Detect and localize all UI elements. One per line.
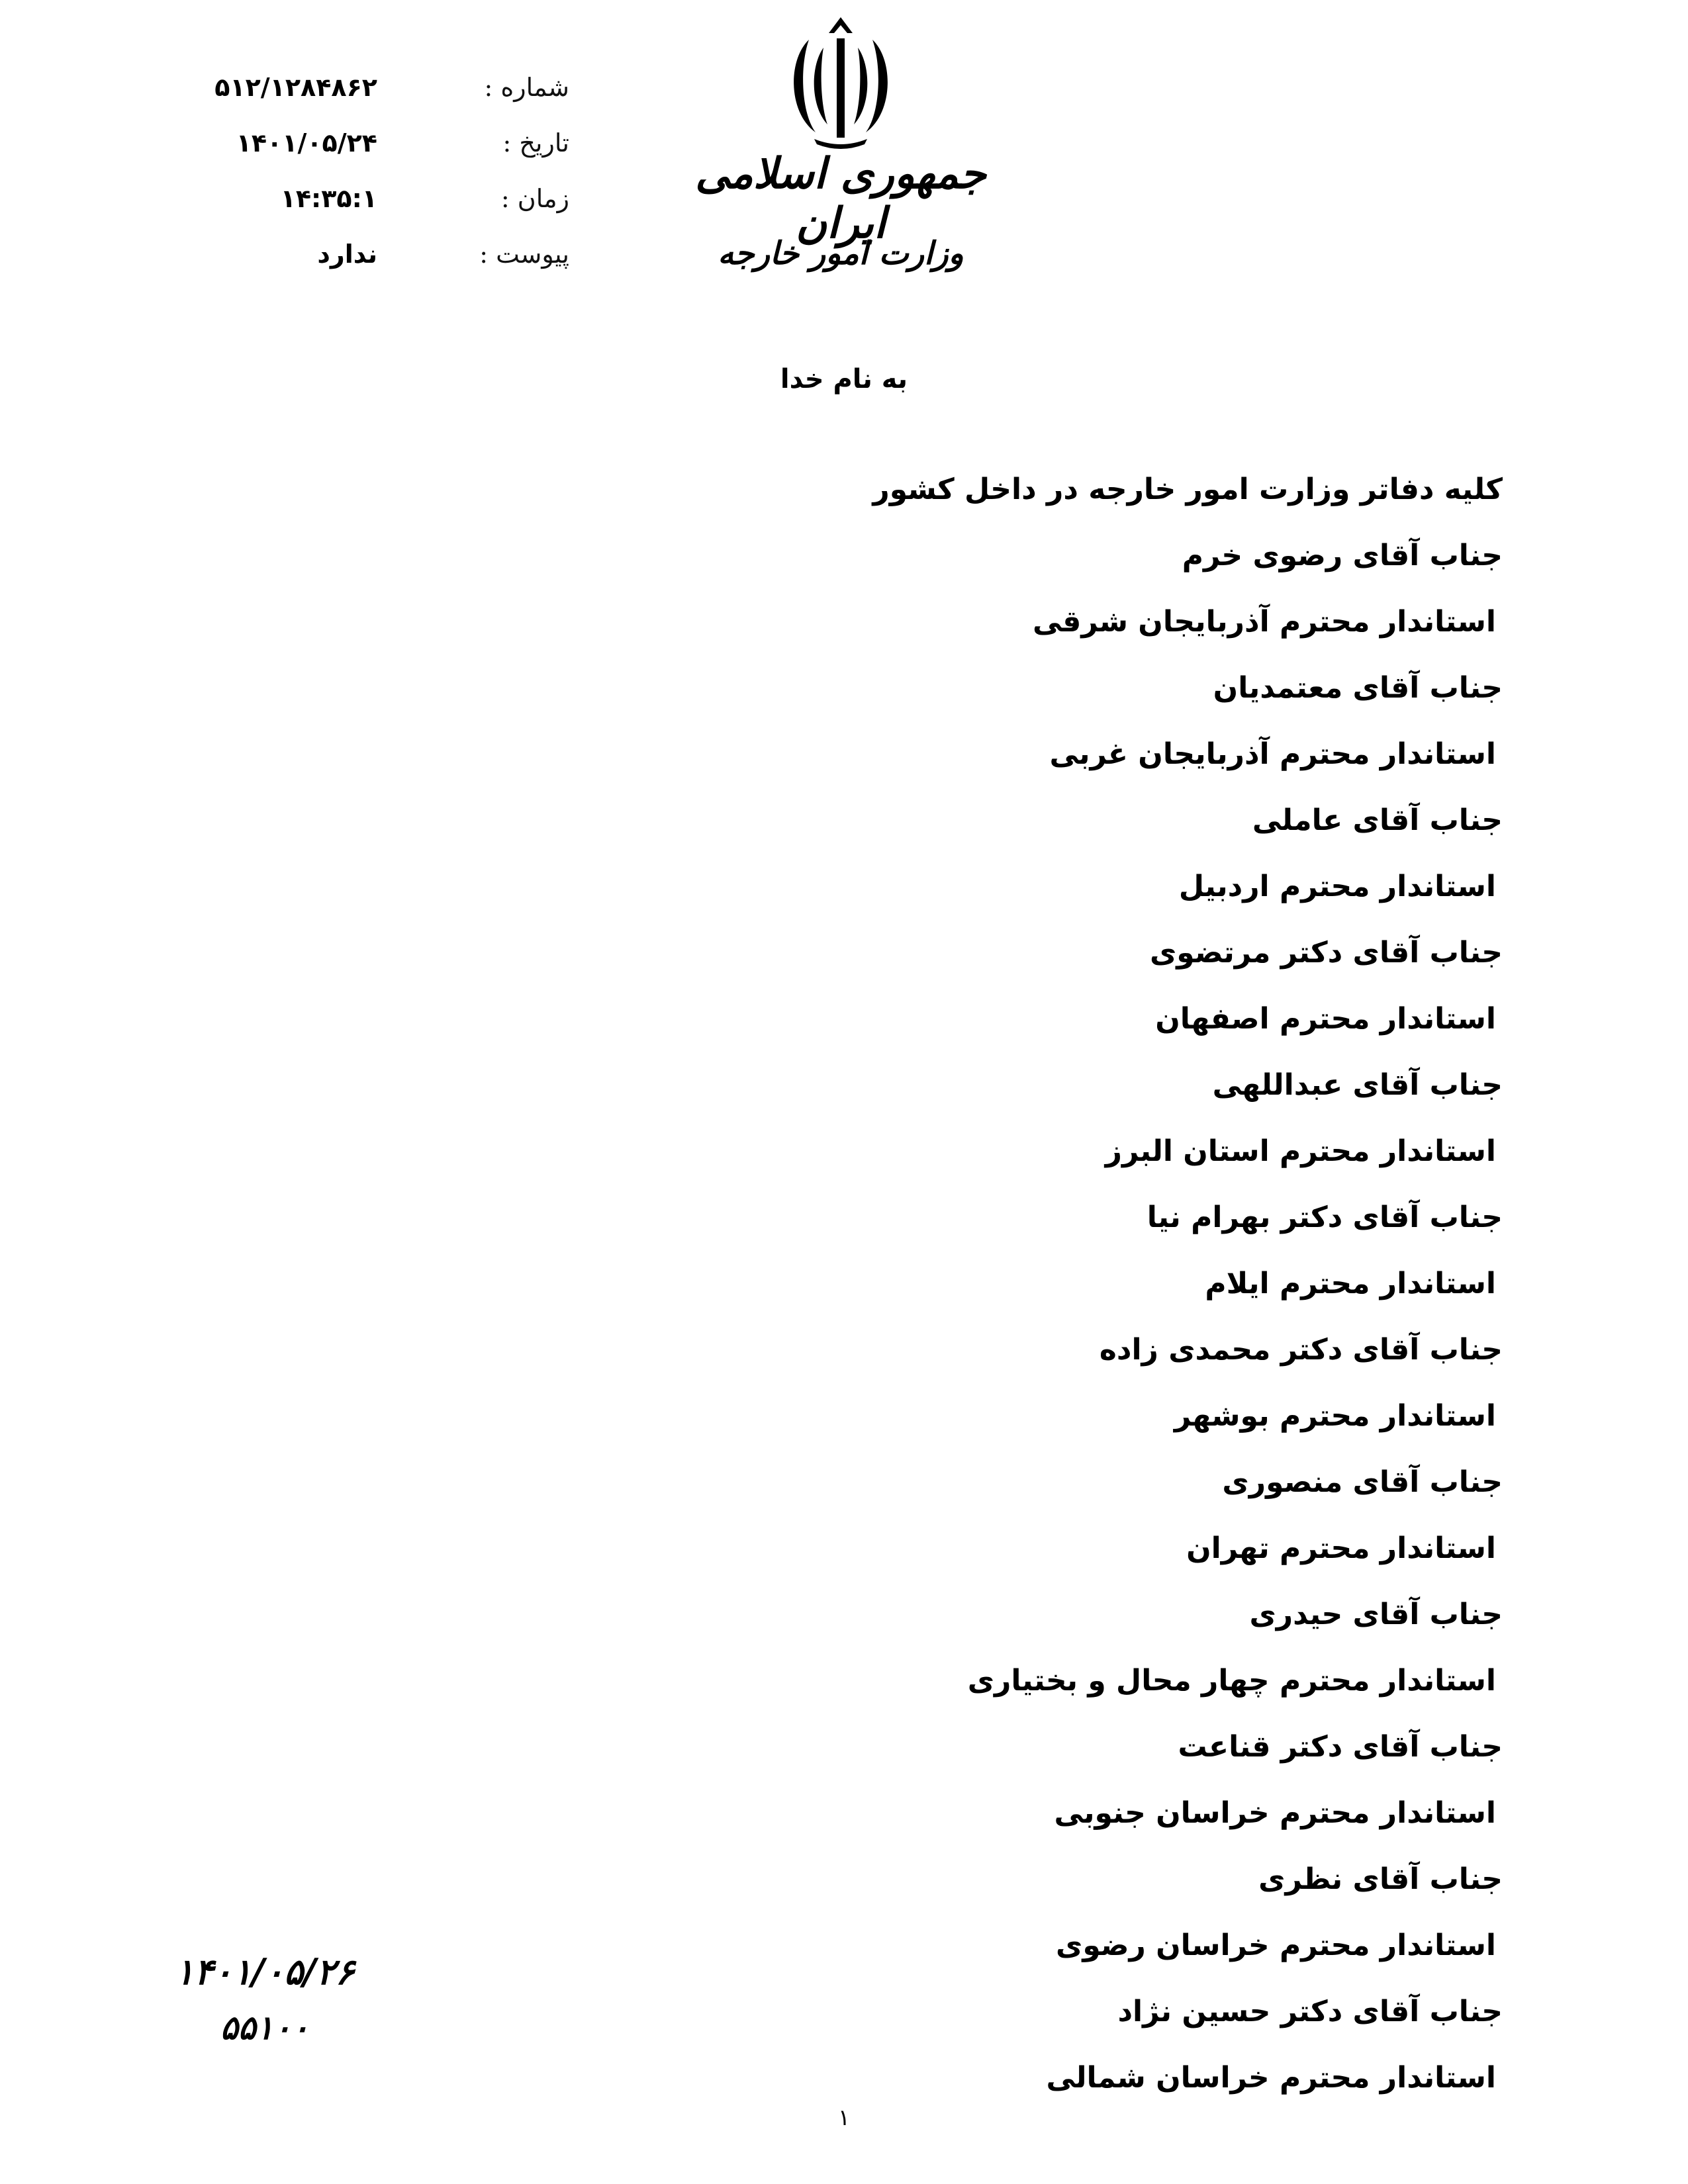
letter-meta [159,66,569,289]
recipient-line: استاندار محترم بوشهر [1174,1399,1496,1433]
meta-label: تاریخ : [502,128,569,158]
recipient-line: جناب آقای دکتر حسین نژاد [1117,1995,1503,2028]
recipient-line: استاندار محترم آذربایجان غربی [1049,737,1496,771]
meta-value: ۵۱۲/۱۲۸۴۸۶۲ [214,73,377,102]
receipt-date: ۱۴۰۱/۰۵/۲۶ [175,1951,355,1993]
recipient-line: استاندار محترم ایلام [1205,1267,1496,1300]
recipient-line: استاندار محترم خراسان جنوبی [1054,1796,1496,1830]
recipient-line: استاندار محترم اصفهان [1155,1002,1496,1036]
recipient-line: استاندار محترم خراسان رضوی [1056,1929,1496,1962]
recipient-line: جناب آقای عاملی [1252,803,1503,837]
recipient-line: کلیه دفاتر وزارت امور خارجه در داخل کشور [872,473,1503,506]
recipient-line: جناب آقای دکتر محمدی زاده [1099,1333,1503,1367]
recipient-line: استاندار محترم آذربایجان شرقی [1033,605,1496,639]
recipient-line: جناب آقای عبداللهی [1212,1068,1503,1102]
meta-label: شماره : [484,73,569,102]
receipt-stamp [165,1946,364,2054]
meta-row-time [159,177,569,233]
meta-value: ۱۴:۳۵:۱ [280,184,377,213]
recipient-list [510,457,1503,2111]
recipient-line: استاندار محترم اردبیل [1178,870,1496,903]
receipt-number: ۵۵۱۰۰ [220,2009,310,2047]
meta-row-attachment [159,233,569,289]
header-title: جمهوری اسلامی ایران [695,149,986,248]
emblem-svg [768,13,914,152]
basmala: به نام خدا [780,364,908,394]
meta-label: زمان : [500,184,569,213]
recipient-line: جناب آقای منصوری [1222,1465,1503,1499]
iran-emblem-icon [768,13,914,152]
recipient-line: جناب آقای معتمدیان [1213,671,1503,705]
recipient-line: جناب آقای رضوی خرم [1182,539,1503,572]
recipient-line: استاندار محترم استان البرز [1105,1134,1496,1168]
recipient-line: جناب آقای دکتر قناعت [1178,1730,1503,1764]
header-subtitle: وزارت امور خارجه [718,235,964,272]
meta-row-date [159,122,569,177]
meta-label: پیوست : [479,240,569,269]
meta-row-number [159,66,569,122]
recipient-line: جناب آقای نظری [1258,1862,1503,1896]
recipient-line: جناب آقای دکتر مرتضوی [1149,936,1503,970]
meta-value: ندارد [317,240,377,269]
page-number: ۱ [837,2105,851,2131]
recipient-line: استاندار محترم خراسان شمالی [1046,2061,1496,2095]
recipient-line: جناب آقای حیدری [1249,1598,1503,1631]
recipient-line: جناب آقای دکتر بهرام نیا [1147,1201,1503,1234]
recipient-line: استاندار محترم تهران [1186,1531,1496,1565]
recipient-line: استاندار محترم چهار محال و بختیاری [967,1664,1496,1698]
meta-value: ۱۴۰۱/۰۵/۲۴ [236,128,377,158]
